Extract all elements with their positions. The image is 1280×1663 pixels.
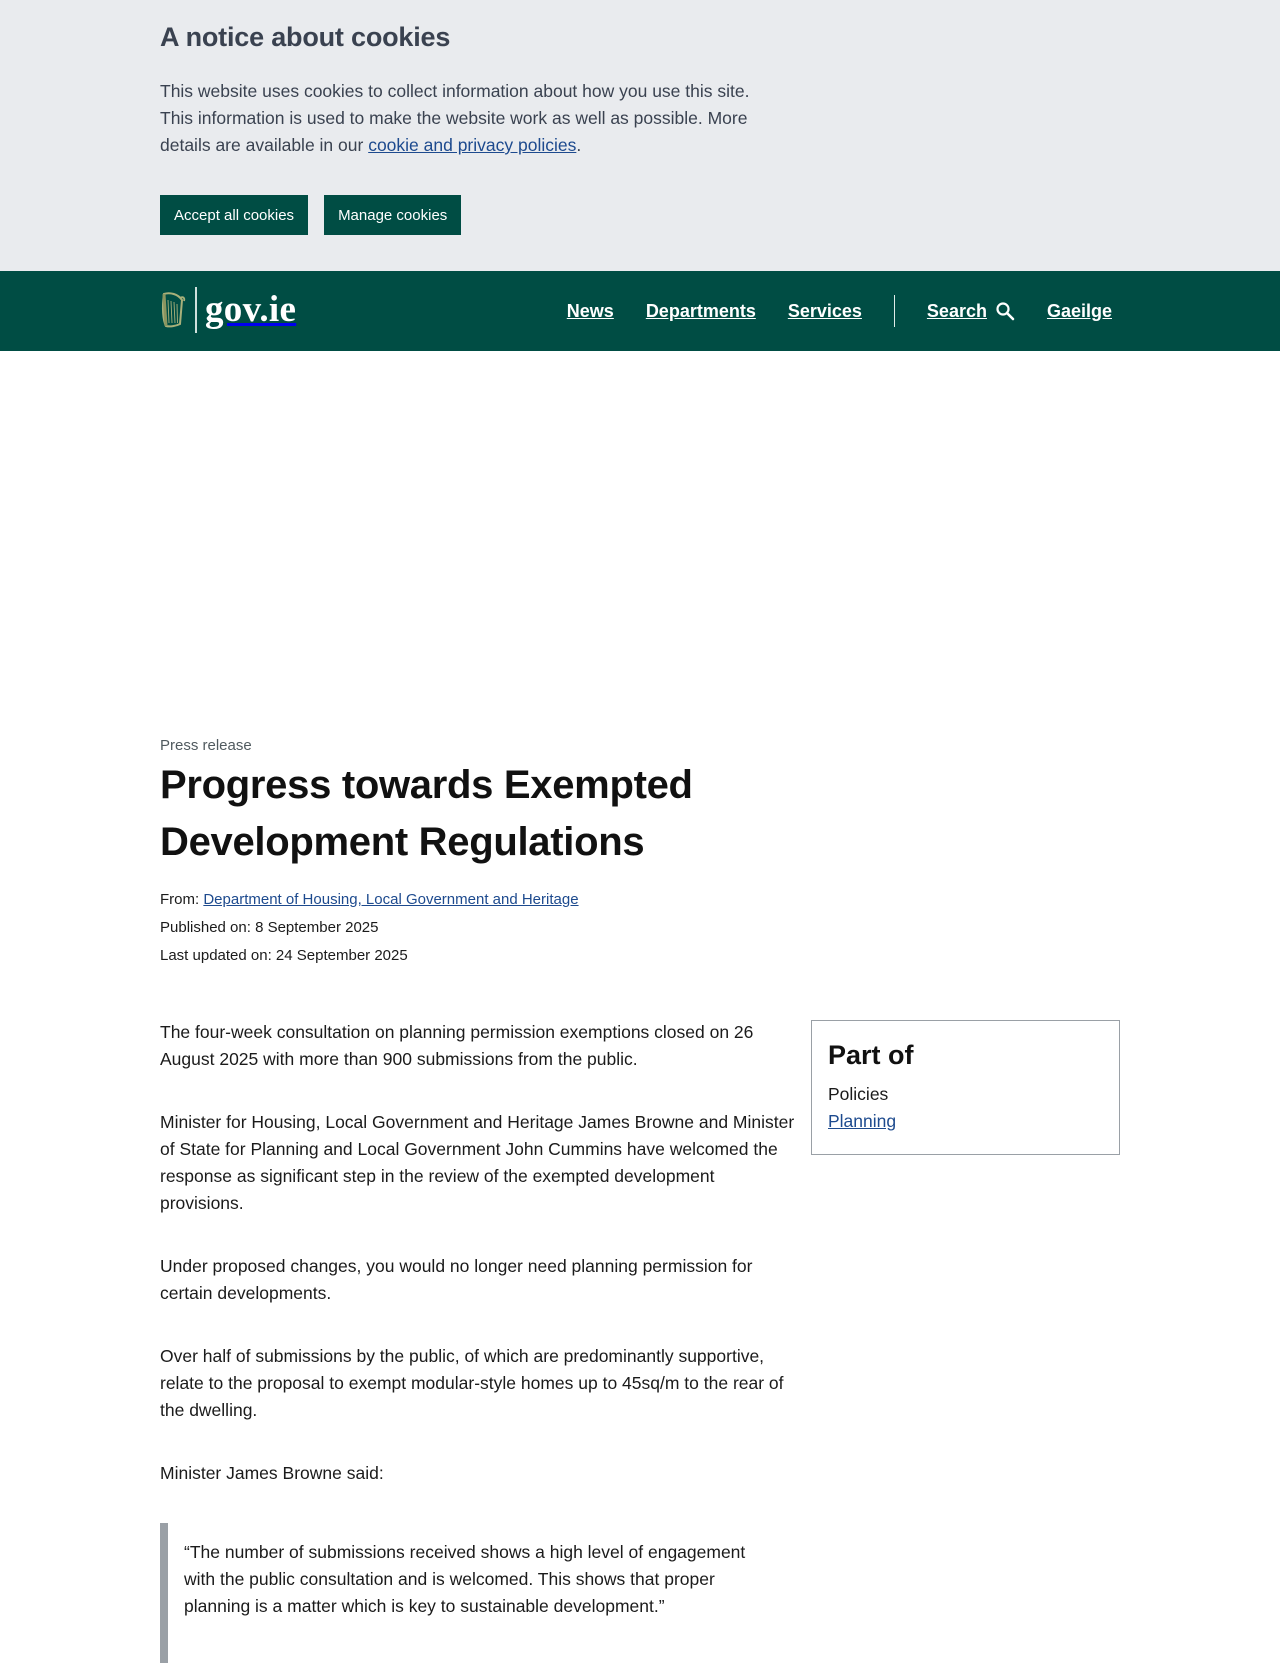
part-of-label: Policies xyxy=(828,1084,889,1104)
gov-ie-logo[interactable] xyxy=(160,287,296,333)
nav-search-label: Search xyxy=(926,300,987,321)
nav-search[interactable] xyxy=(927,301,1015,322)
cookie-banner-text xyxy=(160,78,780,159)
cookie-buttons xyxy=(160,195,461,235)
nav-services[interactable]: Services xyxy=(787,300,862,321)
part-of-box xyxy=(811,1020,1120,1155)
article-paragraph: Minister James Browne said: xyxy=(160,1463,384,1483)
article-body xyxy=(160,1019,800,1663)
accept-all-cookies-button[interactable]: Accept all cookies xyxy=(160,195,308,235)
cookie-banner-title: A notice about cookies xyxy=(160,22,451,52)
cookie-text-body: This website uses cookies to collect information about how you use this site. This information is used to make the website work as well as possible. More details are available in our xyxy=(160,81,750,155)
article-paragraph: Over half of submissions by the public, of which are predominantly supportive, relate to the proposal to exempt modular-style homes up to 45sq/m to the rear of the dwelling. xyxy=(160,1346,784,1420)
logo-text: gov.ie xyxy=(205,289,297,330)
manage-cookies-button[interactable]: Manage cookies xyxy=(324,195,461,235)
article-paragraph: Minister for Housing, Local Government and Heritage James Browne and Minister of State for Planning and Local Government John Cummins have welcomed the response as significant step in the review of the exempted development provisions. xyxy=(160,1112,795,1213)
site-header xyxy=(0,271,1280,351)
from-label: From: xyxy=(160,891,204,908)
logo-divider xyxy=(195,287,197,333)
department-link[interactable]: Department of Housing, Local Government and Heritage xyxy=(203,891,579,908)
article-paragraph: Under proposed changes, you would no longer need planning permission for certain developments. xyxy=(160,1256,753,1303)
harp-icon xyxy=(160,290,186,330)
page-title: Progress towards Exempted Development Regulations xyxy=(160,763,693,864)
part-of-title: Part of xyxy=(828,1040,914,1070)
cookie-banner xyxy=(0,0,1280,271)
nav-divider xyxy=(894,295,895,327)
main-nav xyxy=(567,271,1112,351)
article-from xyxy=(160,891,579,908)
cookie-text-end: . xyxy=(576,135,582,155)
article-paragraph: The four-week consultation on planning permission exemptions closed on 26 August 2025 with more than 900 submissions from the public. xyxy=(160,1022,754,1069)
published-date: Published on: 8 September 2025 xyxy=(160,919,379,936)
page-type-label: Press release xyxy=(160,737,252,754)
nav-news[interactable]: News xyxy=(566,300,614,321)
search-icon xyxy=(995,301,1015,321)
planning-policy-link[interactable]: Planning xyxy=(828,1111,897,1131)
cookie-policy-link[interactable]: cookie and privacy policies xyxy=(368,135,577,155)
minister-quote: “The number of submissions received shows a high level of engagement with the public consultation and is welcomed. This shows that proper planning is a matter which is key to sustainable development.” xyxy=(160,1523,780,1663)
nav-departments[interactable]: Departments xyxy=(645,300,756,321)
nav-language-toggle[interactable]: Gaeilge xyxy=(1046,300,1112,321)
last-updated-date: Last updated on: 24 September 2025 xyxy=(160,947,408,964)
